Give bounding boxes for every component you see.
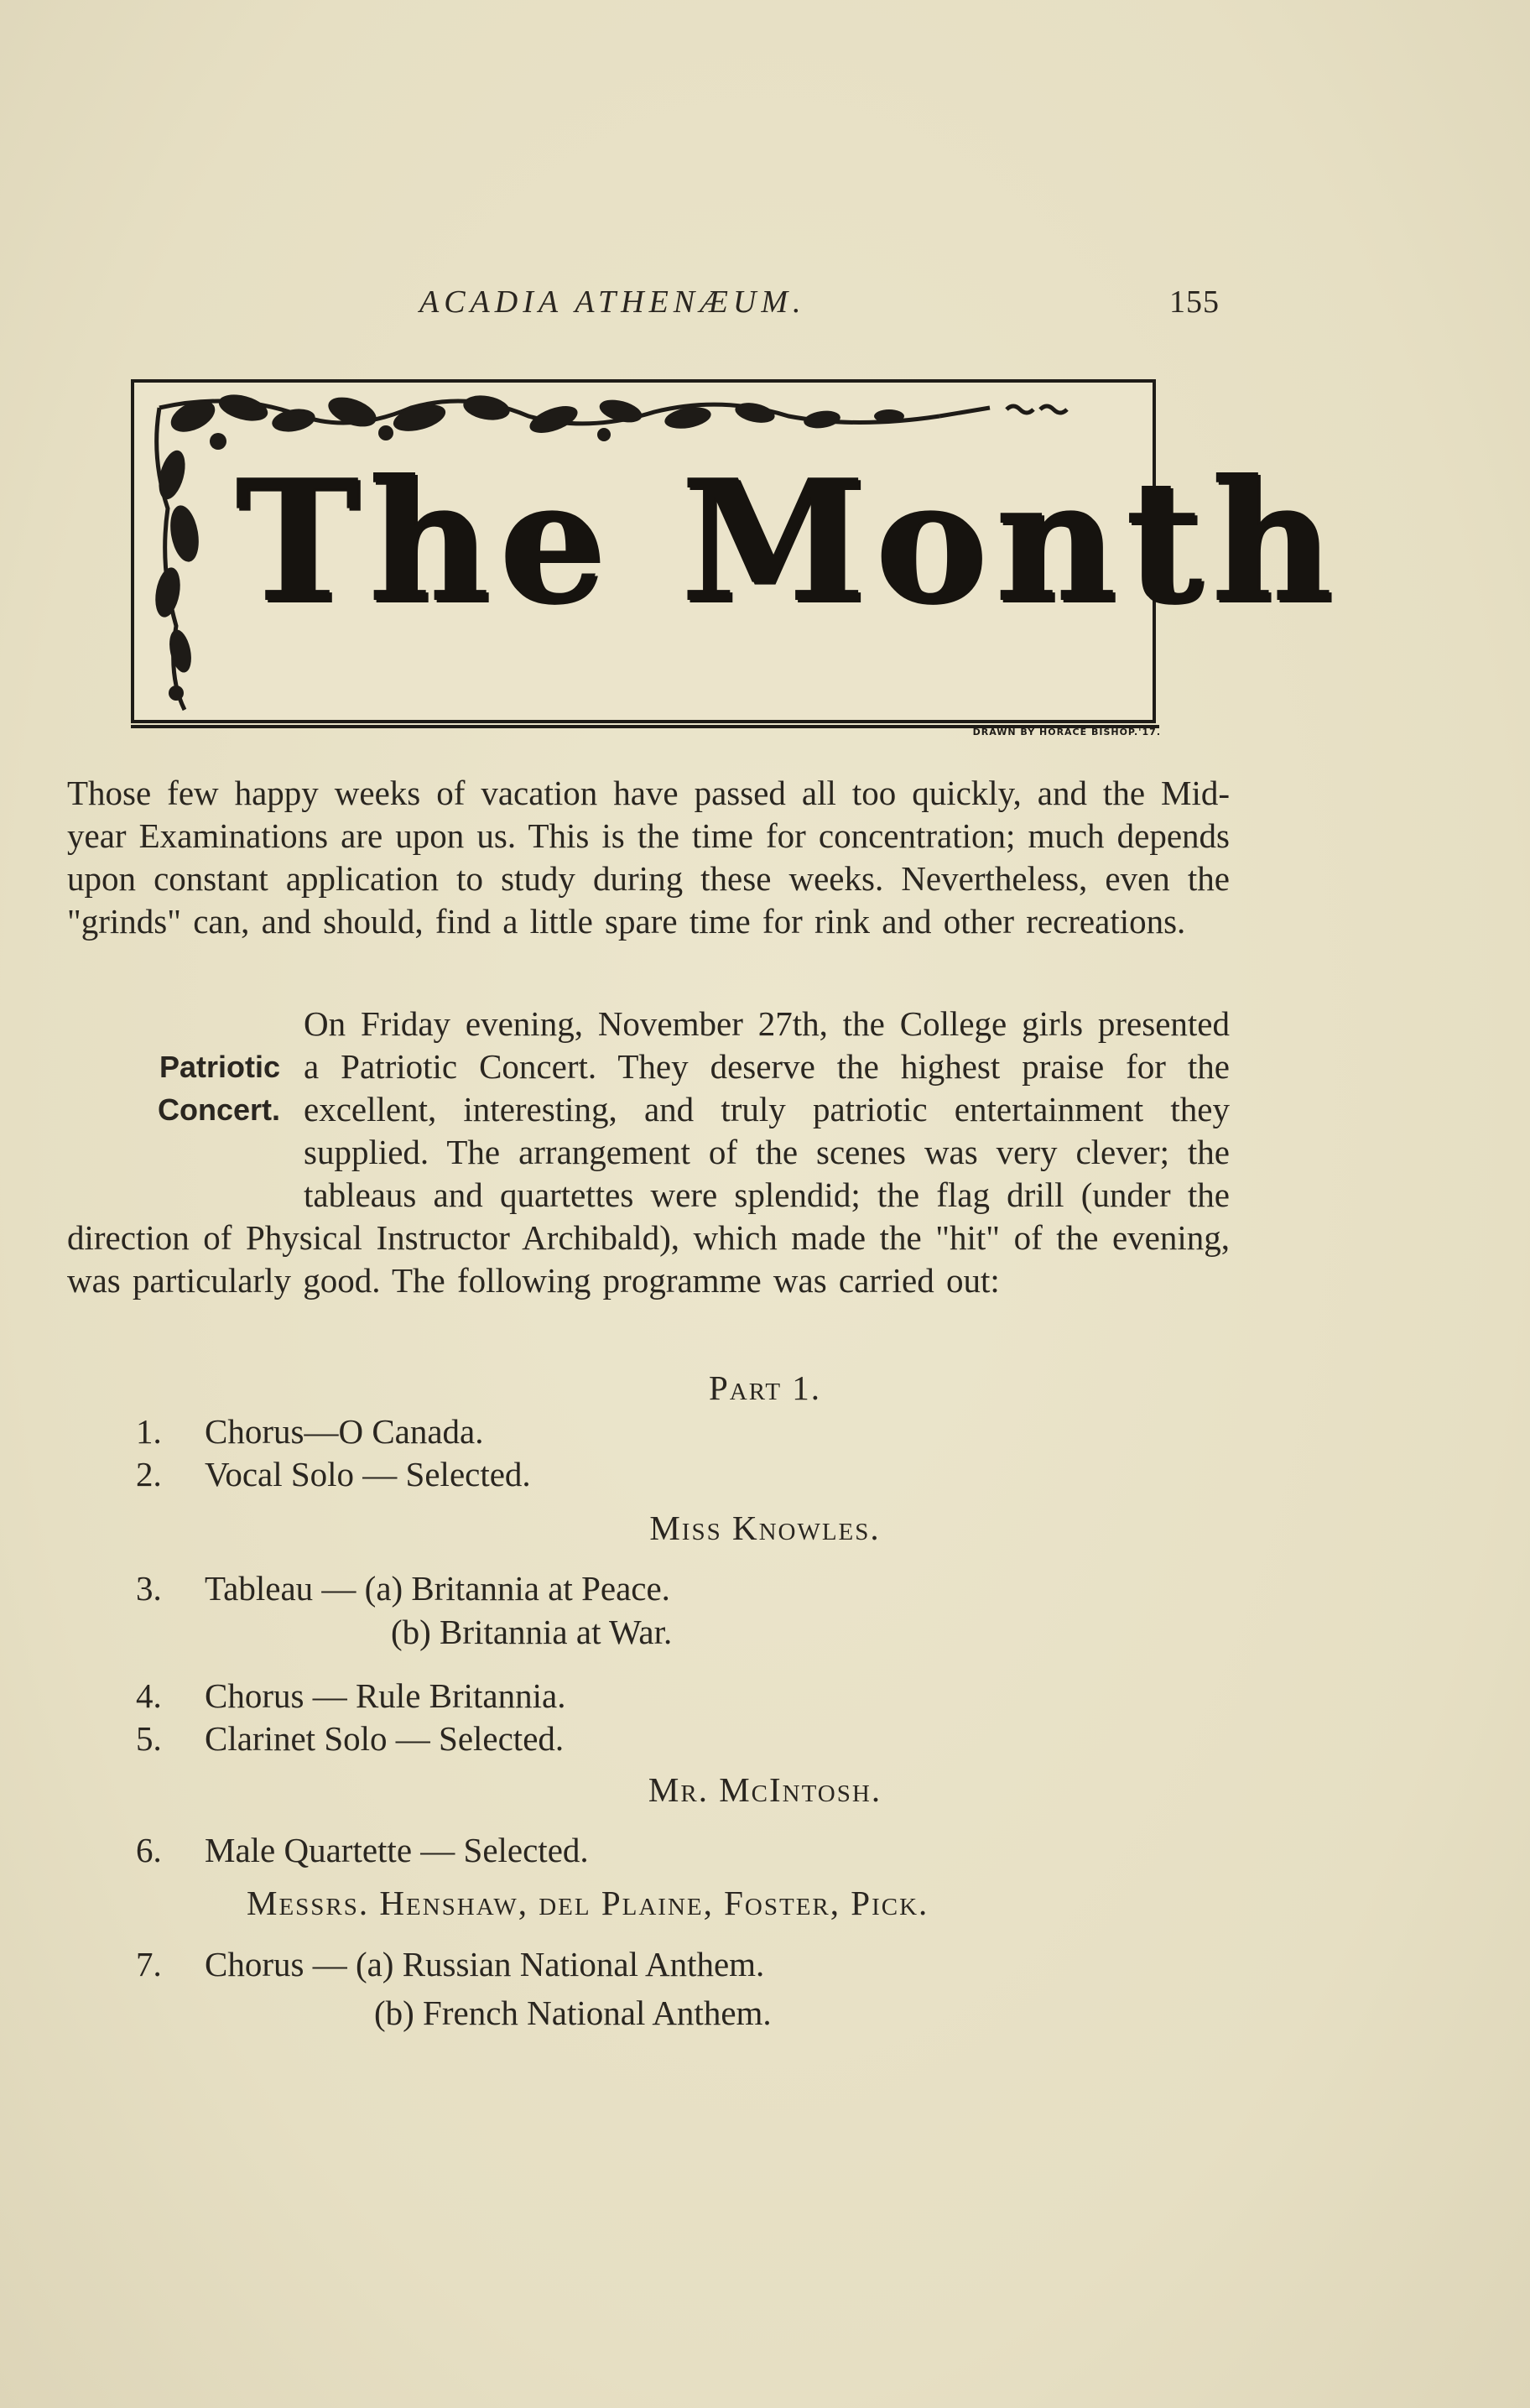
item-text: Chorus — (a) Russian National Anthem. — [205, 1945, 765, 1983]
sidenote-heading — [67, 1045, 304, 1175]
item-number: 7. — [136, 1945, 162, 1983]
page-number: 155 — [1169, 284, 1220, 320]
performer-name: Messrs. Henshaw, del Plaine, Foster, Pick. — [247, 1884, 929, 1922]
item-text: Vocal Solo — Selected. — [205, 1455, 531, 1493]
item-number: 3. — [136, 1569, 162, 1608]
running-title: ACADIA ATHENÆUM. — [419, 284, 806, 320]
item-number: 2. — [136, 1455, 162, 1493]
masthead-banner — [131, 379, 1342, 723]
sidenote-line-1: Patriotic — [159, 1050, 280, 1084]
banner-credit: DRAWN BY HORACE BISHOP.'17. — [972, 727, 1161, 738]
sidenote-line-2: Concert. — [157, 1092, 280, 1127]
item-text: Chorus — Rule Britannia. — [205, 1676, 566, 1715]
performer-name: Miss Knowles. — [649, 1509, 881, 1547]
item-number: 5. — [136, 1719, 162, 1758]
paragraph-text: On Friday evening, November 27th, the College girls presented a Patriotic Concert. They deserve the highest praise for the excellent, interesting, and truly patriotic entertainment they supplied. The arrangement of the scenes was very clever; the tableaus and quartettes were splendid; the flag drill (under the direction of Physical Instructor Archibald), which made the "hit" of the evening, was particularly good. The following programme was carried out: — [67, 1004, 1230, 1300]
running-head — [0, 284, 1530, 326]
item-number: 6. — [136, 1831, 162, 1869]
paragraph-vacation: Those few happy weeks of vacation have passed all too quickly, and the Mid-year Examinations are upon us. This is the time for concentration; much depends upon constant application to study during these weeks. Nevertheless, even the "grinds" can, and should, find a little spare time for rink and other recreations. — [67, 774, 1230, 941]
item-number: 1. — [136, 1412, 162, 1451]
programme-subitem: (b) French National Anthem. — [374, 1994, 772, 2032]
item-text: Tableau — (a) Britannia at Peace. — [205, 1569, 670, 1608]
item-number: 4. — [136, 1676, 162, 1715]
performer-name: Mr. McIntosh. — [648, 1770, 882, 1809]
item-text: Male Quartette — Selected. — [205, 1831, 589, 1869]
programme-subitem: (b) Britannia at War. — [391, 1613, 673, 1651]
item-text: Chorus—O Canada. — [205, 1412, 484, 1451]
part-heading: Part 1. — [708, 1368, 822, 1407]
banner-title: The Month — [235, 443, 1342, 640]
paragraph-patriotic-concert — [67, 1003, 1230, 1302]
item-text: Clarinet Solo — Selected. — [205, 1719, 565, 1758]
